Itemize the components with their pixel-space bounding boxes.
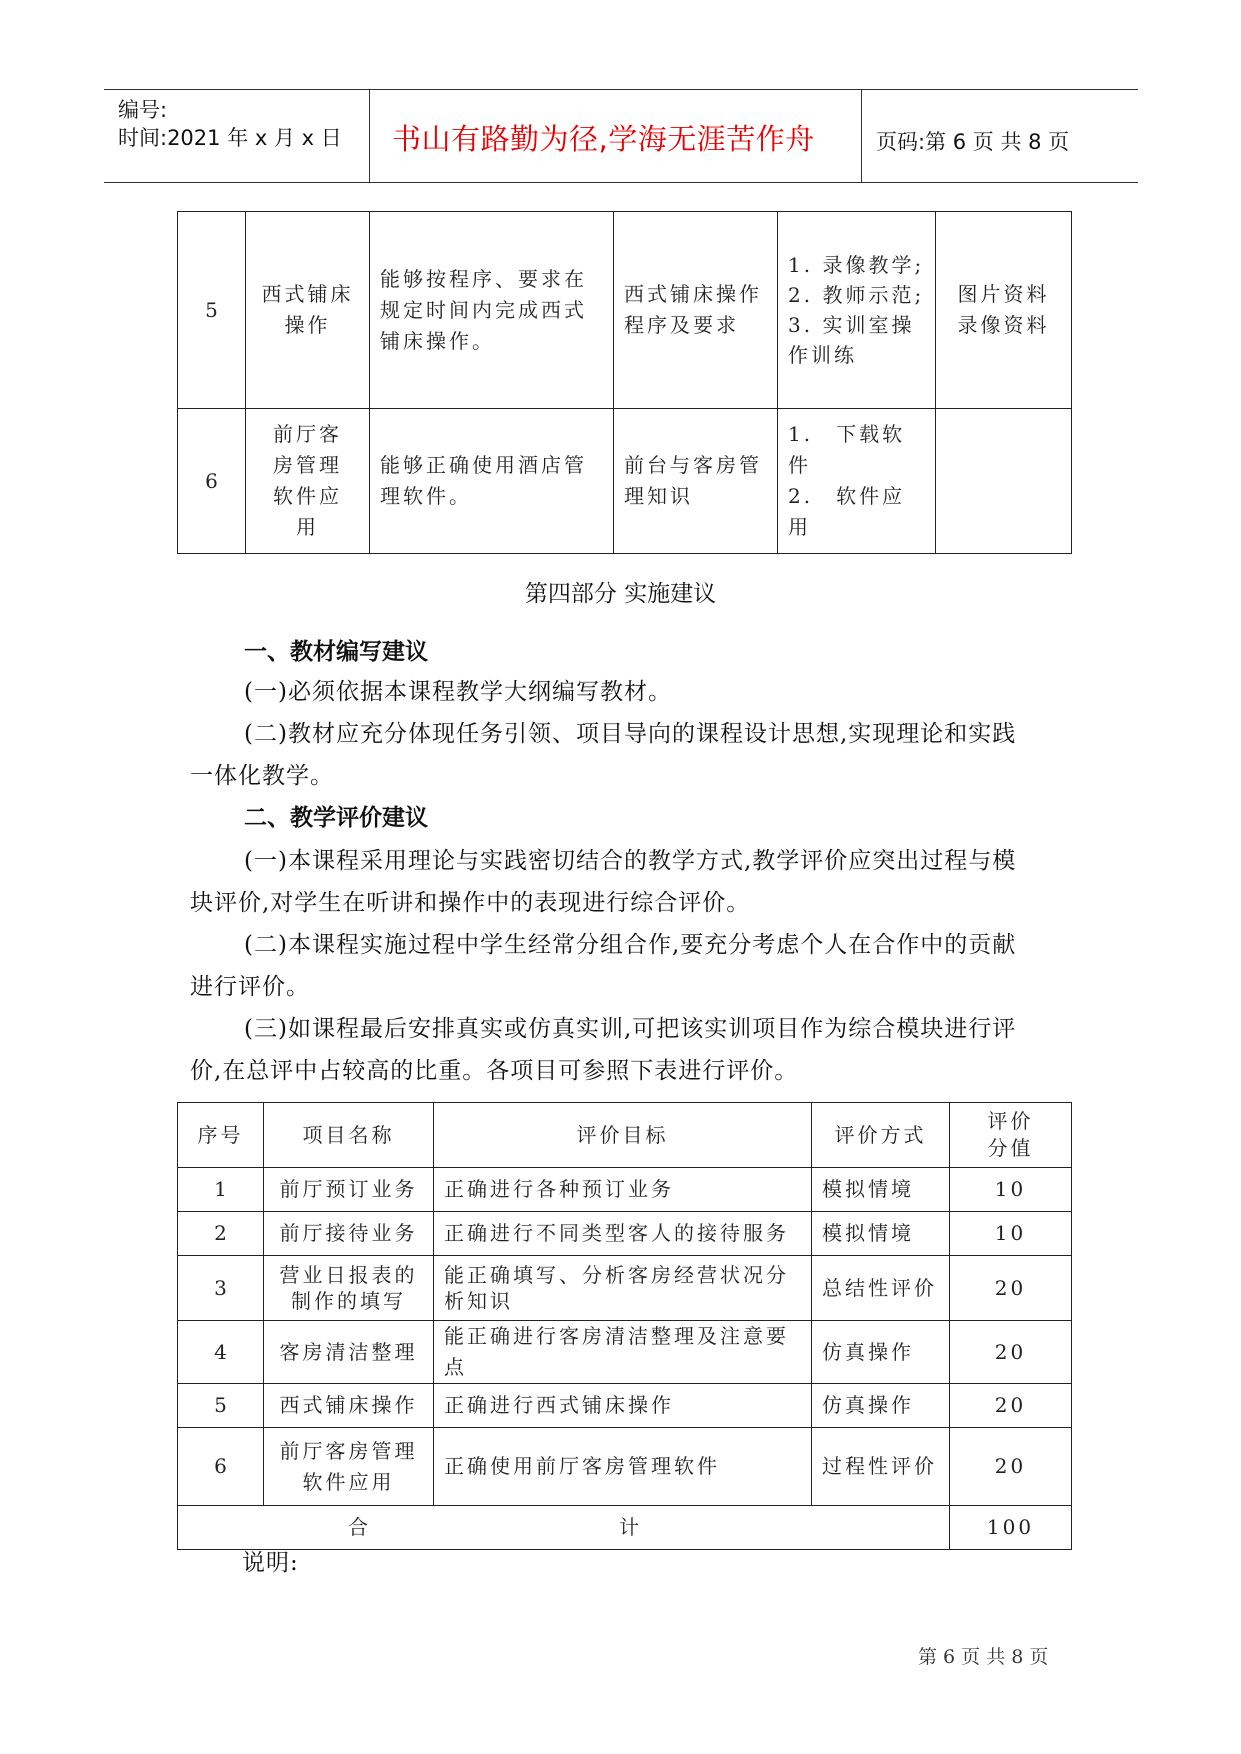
paragraph-line: (一)本课程采用理论与实践密切结合的教学方式,教学评价应突出过程与模: [244, 848, 1017, 874]
header-no: 序号: [178, 1103, 264, 1168]
paragraph-line: 进行评价。: [190, 974, 310, 1000]
table-row: [178, 1384, 1072, 1428]
task-resource: [936, 409, 1072, 554]
table-row: [178, 1321, 1072, 1384]
row-goal: 正确进行各种预订业务: [434, 1168, 812, 1212]
row-name: 客房清洁整理: [264, 1321, 434, 1384]
header-bottom-rule: [104, 182, 1138, 183]
header-page-label: 页码:第 6 页 共 8 页: [876, 130, 1070, 154]
task-name: 西式铺床操作: [246, 212, 370, 409]
total-label-right: 计: [619, 1515, 639, 1539]
total-label: [178, 1506, 950, 1550]
header-divider-left: [369, 89, 370, 182]
table-row: [178, 1168, 1072, 1212]
row-goal: 能正确进行客房清洁整理及注意要点: [434, 1321, 812, 1384]
row-goal: 正确使用前厅客房管理软件: [434, 1428, 812, 1506]
paragraph-line: (二)本课程实施过程中学生经常分组合作,要充分考虑个人在合作中的贡献: [244, 932, 1017, 958]
header-motto: 书山有路勤为径,学海无涯苦作舟: [392, 122, 815, 156]
row-score: 10: [950, 1168, 1072, 1212]
paragraph-line: (三)如课程最后安排真实或仿真实训,可把该实训项目作为综合模块进行评: [244, 1016, 1017, 1042]
row-goal: 能正确填写、分析客房经营状况分析知识: [434, 1256, 812, 1321]
task-resource: 图片资料 录像资料: [936, 212, 1072, 409]
table-row: [178, 212, 1072, 409]
task-name: 前厅客房管理软件应用: [246, 409, 370, 554]
table-row: [178, 1428, 1072, 1506]
note-label: 说明:: [242, 1550, 299, 1576]
row-method: 过程性评价: [812, 1428, 950, 1506]
total-label-left: 合: [348, 1515, 368, 1539]
paragraph-line: 块评价,对学生在听讲和操作中的表现进行综合评价。: [190, 890, 751, 916]
page-footer: 第 6 页 共 8 页: [918, 1646, 1049, 1668]
paragraph-line: 一体化教学。: [190, 763, 334, 789]
row-name: 营业日报表的制作的填写: [264, 1256, 434, 1321]
row-no: 1: [178, 1168, 264, 1212]
row-method: 模拟情境: [812, 1168, 950, 1212]
task-no: 5: [178, 212, 246, 409]
row-name: 前厅预订业务: [264, 1168, 434, 1212]
task-knowledge: 西式铺床操作程序及要求: [614, 212, 778, 409]
heading-textbook: 一、教材编写建议: [244, 639, 428, 665]
row-score: 20: [950, 1321, 1072, 1384]
table-row: [178, 1256, 1072, 1321]
row-no: 3: [178, 1256, 264, 1321]
heading-evaluation: 二、教学评价建议: [244, 805, 428, 831]
header-name: 项目名称: [264, 1103, 434, 1168]
table-total-row: [178, 1506, 1072, 1550]
row-name: 西式铺床操作: [264, 1384, 434, 1428]
task-knowledge: 前台与客房管理知识: [614, 409, 778, 554]
row-score: 10: [950, 1212, 1072, 1256]
row-no: 2: [178, 1212, 264, 1256]
header-code-label: 编号:: [118, 98, 168, 122]
task-method: 1. 下载软件 2. 软件应用: [778, 409, 936, 554]
paragraph-line: (一)必须依据本课程教学大纲编写教材。: [244, 679, 672, 705]
evaluation-table: [177, 1102, 1072, 1550]
header-goal: 评价目标: [434, 1103, 812, 1168]
section-title: 第四部分 实施建议: [524, 581, 717, 607]
task-goal: 能够按程序、要求在规定时间内完成西式铺床操作。: [370, 212, 614, 409]
task-table: [177, 211, 1072, 554]
paragraph-line: 价,在总评中占较高的比重。各项目可参照下表进行评价。: [190, 1058, 799, 1084]
header-score: 评价 分值: [950, 1103, 1072, 1168]
header-divider-right: [861, 89, 862, 182]
task-goal: 能够正确使用酒店管理软件。: [370, 409, 614, 554]
header-time-label: 时间:2021 年 x 月 x 日: [118, 126, 342, 150]
table-header-row: [178, 1103, 1072, 1168]
row-name: 前厅客房管理软件应用: [264, 1428, 434, 1506]
row-score: 20: [950, 1384, 1072, 1428]
row-method: 仿真操作: [812, 1384, 950, 1428]
row-no: 6: [178, 1428, 264, 1506]
row-score: 20: [950, 1428, 1072, 1506]
row-method: 总结性评价: [812, 1256, 950, 1321]
row-method: 模拟情境: [812, 1212, 950, 1256]
total-value: 100: [950, 1506, 1072, 1550]
row-goal: 正确进行西式铺床操作: [434, 1384, 812, 1428]
row-no: 4: [178, 1321, 264, 1384]
table-row: [178, 409, 1072, 554]
row-score: 20: [950, 1256, 1072, 1321]
task-no: 6: [178, 409, 246, 554]
header-top-rule: [104, 89, 1138, 90]
row-no: 5: [178, 1384, 264, 1428]
row-method: 仿真操作: [812, 1321, 950, 1384]
task-method: 1. 录像教学; 2. 教师示范; 3. 实训室操作训练: [778, 212, 936, 409]
row-goal: 正确进行不同类型客人的接待服务: [434, 1212, 812, 1256]
paragraph-line: (二)教材应充分体现任务引领、项目导向的课程设计思想,实现理论和实践: [244, 721, 1017, 747]
header-method: 评价方式: [812, 1103, 950, 1168]
row-name: 前厅接待业务: [264, 1212, 434, 1256]
table-row: [178, 1212, 1072, 1256]
